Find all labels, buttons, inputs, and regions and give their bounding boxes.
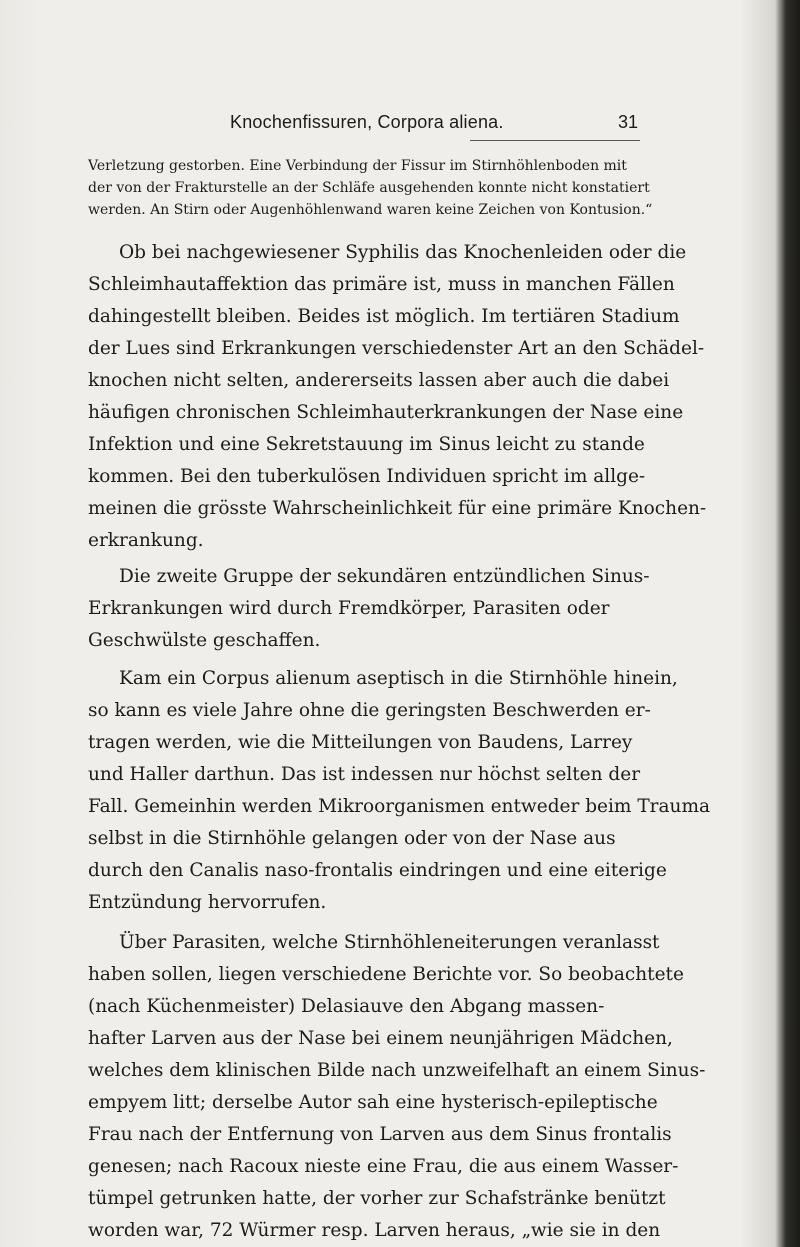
body-line: Ob bei nachgewiesener Syphilis das Knochenleiden oder die [119,242,687,263]
running-header-title: Knochenfissuren, Corpora aliena. [230,112,504,132]
body-line: Kam ein Corpus alienum aseptisch in die Stirnhöhle hinein, [119,668,678,689]
body-line: dahingestellt bleiben. Beides ist möglich. Im tertiären Stadium [88,306,680,327]
body-line: meinen die grösste Wahrscheinlichkeit für eine primäre Knochen- [88,498,707,519]
body-line: knochen nicht selten, andererseits lassen aber auch die dabei [88,370,670,391]
body-line: so kann es viele Jahre ohne die geringsten Beschwerden er- [88,700,651,721]
body-line: erkrankung. [88,530,204,551]
body-line: Infektion und eine Sekretstauung im Sinus leicht zu stande [88,434,645,455]
body-line: durch den Canalis naso-frontalis eindringen und eine eiterige [88,860,667,881]
body-line: Schleimhautaffektion das primäre ist, muss in manchen Fällen [88,274,675,295]
body-line: kommen. Bei den tuberkulösen Individuen spricht im allge- [88,466,646,487]
body-line: Fall. Gemeinhin werden Mikroorganismen entweder beim Trauma [88,796,711,817]
body-line: Die zweite Gruppe der sekundären entzündlichen Sinus- [119,566,650,587]
body-line: häufigen chronischen Schleimhauterkrankungen der Nase eine [88,402,684,423]
body-line: Entzündung hervorrufen. [88,892,327,913]
page-number: 31 [618,112,639,132]
body-line: Über Parasiten, welche Stirnhöhleneiterungen veranlasst [119,932,660,953]
body-line: selbst in die Stirnhöhle gelangen oder von der Nase aus [88,828,616,849]
body-line: welches dem klinischen Bilde nach unzweifelhaft an einem Sinus- [88,1060,706,1081]
quote-line: werden. An Stirn oder Augenhöhlenwand waren keine Zeichen von Kontusion.“ [88,202,653,218]
body-line: der Lues sind Erkrankungen verschiedenster Art an den Schädel- [88,338,705,359]
body-line: tragen werden, wie die Mitteilungen von Baudens, Larrey [88,732,633,753]
body-line: tümpel getrunken hatte, der vorher zur Schafstränke benützt [88,1188,666,1209]
body-line: (nach Küchenmeister) Delasiauve den Abgang massen- [88,996,605,1017]
quote-line: Verletzung gestorben. Eine Verbindung der Fissur im Stirnhöhlenboden mit [88,158,627,174]
body-line: empyem litt; derselbe Autor sah eine hysterisch-epileptische [88,1092,658,1113]
body-line: und Haller darthun. Das ist indessen nur höchst selten der [88,764,641,785]
body-line: haben sollen, liegen verschiedene Berichte vor. So beobachtete [88,964,684,985]
body-line: Geschwülste geschaffen. [88,630,321,651]
body-line: Frau nach der Entfernung von Larven aus dem Sinus frontalis [88,1124,672,1145]
body-line: hafter Larven aus der Nase bei einem neunjährigen Mädchen, [88,1028,673,1049]
body-line: Erkrankungen wird durch Fremdkörper, Parasiten oder [88,598,610,619]
body-line: genesen; nach Racoux nieste eine Frau, die aus einem Wasser- [88,1156,679,1177]
quote-line: der von der Frakturstelle an der Schläfe ausgehenden konnte nicht konstatiert [88,180,650,196]
body-line: worden war, 72 Würmer resp. Larven heraus, „wie sie in den [88,1220,661,1241]
